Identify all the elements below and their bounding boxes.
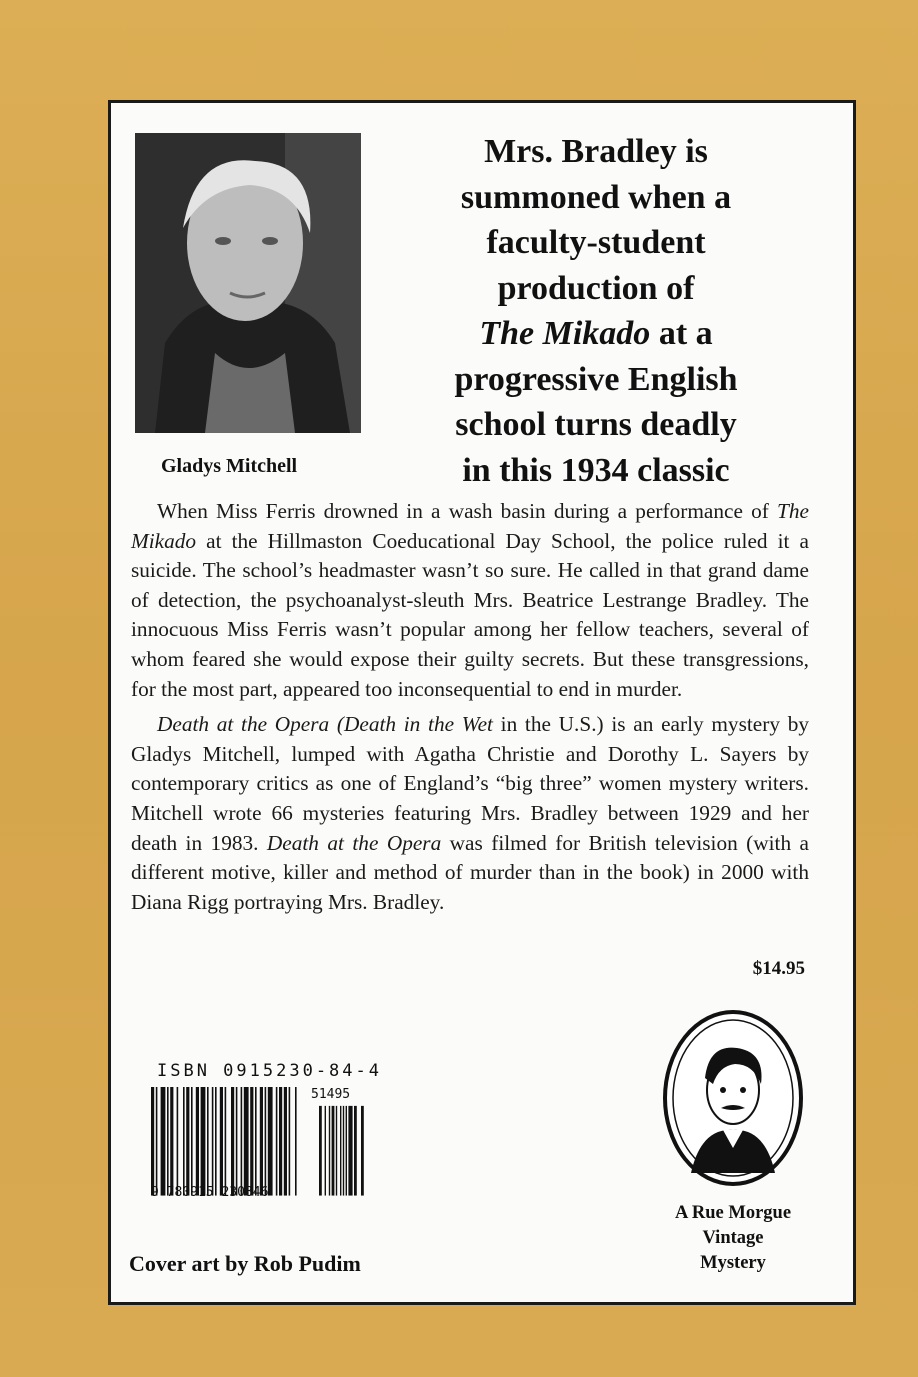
italic-title: Death at the Opera (Death in the Wet — [157, 712, 493, 737]
headline-line: Mrs. Bradley is — [484, 133, 708, 170]
rue-morgue-logo — [661, 1008, 805, 1188]
barcode-addon-digits: 51495 — [311, 1087, 351, 1102]
text-run: at the Hillmaston Coeducational Day School, the police ruled it a suicide. The school’s headmaster wasn’t so sure. He called in that grand dame of detection, the psychoanalyst-sleuth Mrs. Beatrice Lestrange Bradley. The innocuous Miss Ferris wasn’t popular among her fellow teachers, several of whom feared she would expose their guilty secrets. But these transgressions, for the most part, appeared too inconsequential to end in murder. — [131, 528, 809, 701]
isbn-label: ISBN 0915230-84-4 — [157, 1061, 382, 1081]
headline-line: in this 1934 classic — [462, 451, 730, 489]
imprint-line: A Rue Morgue — [674, 1203, 792, 1223]
paragraph-1 — [131, 497, 809, 704]
headline-line: faculty-student — [486, 224, 706, 261]
author-caption: Gladys Mitchell — [161, 455, 298, 477]
paragraph-2 — [131, 710, 809, 917]
headline-line — [415, 311, 777, 357]
imprint-label — [651, 1201, 815, 1276]
text-run: was filmed for British television (with a different motive, killer and method of murder than in the book) in 2000 with Diana Rigg portraying Mrs. Bradley. — [131, 830, 810, 914]
imprint-line: Vintage — [702, 1228, 764, 1248]
headline-line: production of — [497, 269, 695, 307]
barcode-digits: 9 780915 230846 — [151, 1185, 269, 1200]
content-panel — [108, 100, 856, 1305]
text-run: in the U.S.) is an early mystery by Gladys Mitchell, lumped with Agatha Christie and Dorothy L. Sayers by contemporary critics as one of England’s “big three” women mystery writers. Mitchell wrote 66 mysteries featuring Mrs. Bradley between 1929 and her death in 1983. — [131, 712, 809, 855]
headline-line: progressive English — [454, 360, 738, 398]
headline-line: summoned when a — [460, 178, 732, 216]
headline-line: school turns deadly — [455, 406, 737, 443]
headline-line-tail: at a — [650, 315, 713, 352]
italic-title: The Mikado — [131, 499, 809, 553]
author-photo — [135, 133, 361, 433]
headline-title-italic: The Mikado — [479, 315, 651, 352]
italic-title: Death at the Opera — [266, 830, 442, 855]
price: $14.95 — [752, 958, 805, 979]
cover-credit: Cover art by Rob Pudim — [129, 1251, 361, 1276]
description — [131, 497, 809, 917]
imprint-line: Mystery — [700, 1253, 766, 1273]
headline — [415, 129, 777, 493]
text-run: When Miss Ferris drowned in a wash basin during a performance of — [157, 499, 778, 523]
